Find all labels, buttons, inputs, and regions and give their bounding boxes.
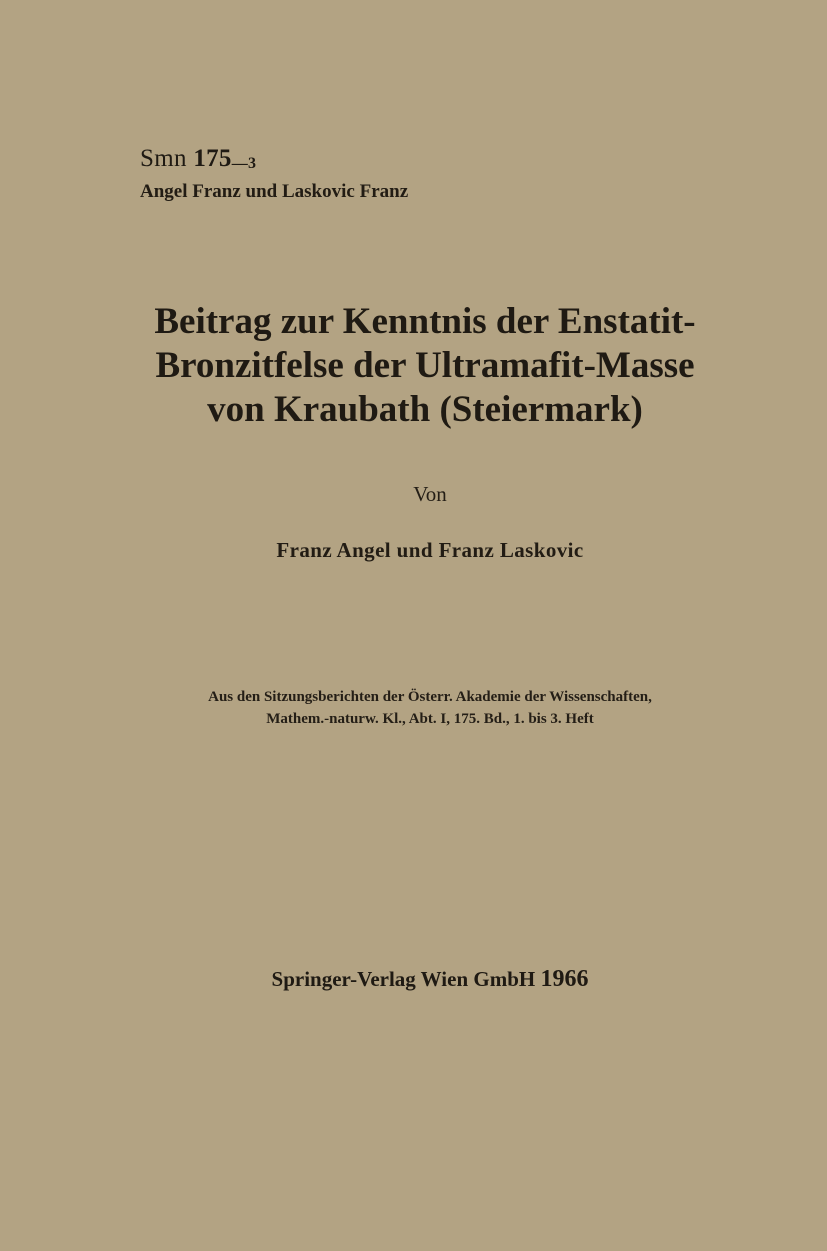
publisher-name: Springer-Verlag Wien GmbH <box>271 967 541 991</box>
series-number <box>140 146 408 172</box>
source-note <box>150 686 710 730</box>
series-suffix: —3 <box>231 155 257 172</box>
publication-year: 1966 <box>540 966 589 992</box>
series-authors: Angel Franz und Laskovic Franz <box>140 181 409 202</box>
title-line: Beitrag zur Kenntnis der Enstatit- <box>154 301 696 342</box>
publisher-imprint <box>230 966 630 993</box>
title-line: von Kraubath (Steiermark) <box>207 389 643 430</box>
byline-authors: Franz Angel und Franz Laskovic <box>276 538 584 562</box>
series-block <box>140 146 408 201</box>
source-line: Aus den Sitzungsberichten der Österr. Akademie der Wissenschaften, <box>208 689 652 705</box>
title-line: Bronzitfelse der Ultramafit-Masse <box>155 345 695 386</box>
source-line: Mathem.-naturw. Kl., Abt. I, 175. Bd., 1. bis 3. Heft <box>266 711 594 727</box>
byline-von: Von <box>413 482 447 506</box>
page-title <box>100 300 750 432</box>
series-prefix: Smn <box>140 145 194 172</box>
series-volume: 175 <box>193 145 232 172</box>
